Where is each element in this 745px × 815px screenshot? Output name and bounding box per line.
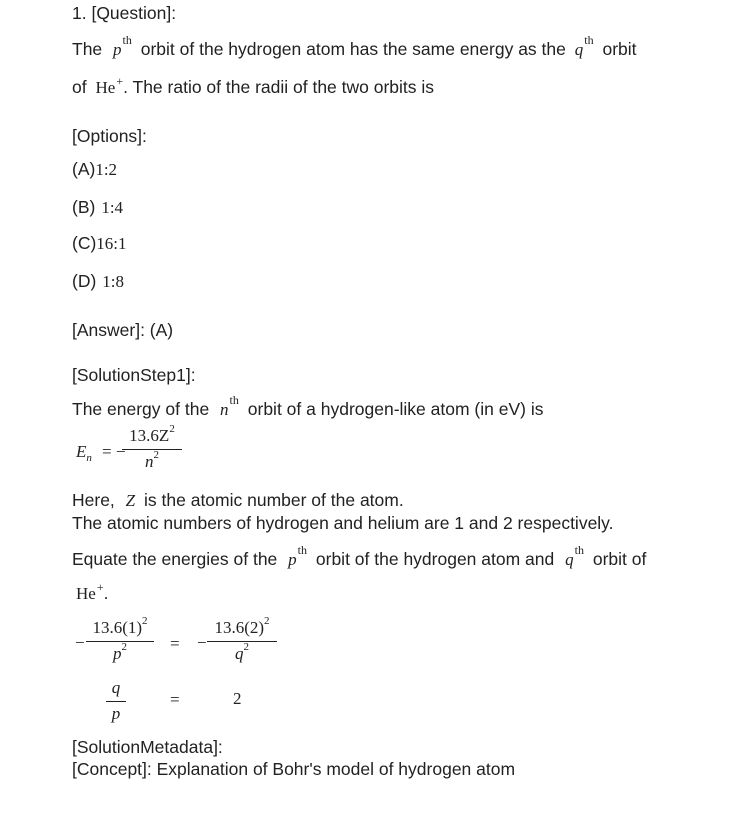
option-label: (D) [72,271,97,291]
solution-text: The energy of the [72,399,210,419]
math-num: 13.6(2) [214,618,265,637]
option-c [72,232,127,255]
math-q: q [574,40,584,59]
energy-fraction [122,423,182,472]
math-q: q [565,550,574,569]
math-num-sup: 2 [169,423,175,435]
math-he: He [76,584,96,603]
math-num: 13.6Z [129,426,170,445]
atomic-line: The atomic numbers of hydrogen and helium are 1 and 2 respectively. [72,513,614,533]
math-den-sup: 2 [121,641,127,653]
metadata-concept: [Concept]: Explanation of Bohr's model of hydrogen atom [72,759,516,779]
punct-dot: . [103,583,109,603]
math-he: He [95,78,116,97]
option-b [72,196,123,219]
metadata-header: [SolutionMetadata]: [72,737,223,757]
solution-text: orbit of a hydrogen-like atom (in eV) is [247,399,544,419]
he-line [76,582,108,606]
math-num: 13.6(1) [92,618,143,637]
solution-header: [SolutionStep1]: [72,365,196,385]
equate-line [72,543,647,572]
question-line-2 [72,76,434,100]
question-text: orbit of the hydrogen atom has the same energy as the [140,39,566,59]
math-equals: = [170,690,180,709]
fraction-q-over-p [106,678,126,724]
option-value: 16:1 [96,234,127,253]
question-text: orbit [602,39,637,59]
solution-text: is the atomic number of the atom. [144,490,404,510]
math-num: q [106,678,126,702]
math-minus: − [197,633,207,652]
math-equals: = [170,634,180,653]
energy-line [72,393,544,422]
option-value: 1:4 [101,198,124,217]
option-label: (A) [72,159,96,179]
fraction-helium [207,615,277,664]
solution-text: orbit of [592,549,647,569]
math-den: n [145,452,154,471]
options-header: [Options]: [72,126,147,146]
math-th: th [574,543,584,557]
option-d [72,270,124,293]
math-num-sup: 2 [264,615,270,627]
fraction-hydrogen [86,615,154,664]
math-value: 2 [233,689,242,708]
math-den-sup: 2 [153,449,159,461]
option-value: 1:8 [102,272,125,291]
math-den: p [113,644,122,663]
option-value: 1:2 [95,160,118,179]
math-plus: + [96,580,104,594]
math-sub-n: n [86,452,92,464]
question-text: of [72,77,87,97]
math-plus: + [116,74,124,88]
math-den: p [111,704,121,723]
math-n: n [220,400,229,419]
math-num-sup: 2 [142,615,148,627]
math-den-sup: 2 [243,641,249,653]
math-Z: Z [125,491,136,510]
math-den: q [235,644,244,663]
option-label: (B) [72,197,96,217]
math-th: th [584,33,594,47]
solution-text: orbit of the hydrogen atom and [315,549,555,569]
math-p: p [288,550,297,569]
math-equals: = − [102,442,126,461]
question-line-1 [72,33,637,62]
option-a [72,158,117,181]
math-E: E [76,442,87,461]
option-label: (C) [72,233,97,253]
question-header: 1. [Question]: [72,3,177,23]
solution-text: Equate the energies of the [72,549,278,569]
here-line [72,489,404,512]
math-p: p [113,40,122,59]
math-minus: − [75,633,85,652]
answer: [Answer]: (A) [72,320,174,340]
math-th: th [122,33,132,47]
math-th: th [297,543,308,557]
math-th: th [229,393,239,407]
solution-text: Here, [72,490,115,510]
question-text: . The ratio of the radii of the two orbits is [123,77,435,97]
question-text: The [72,39,103,59]
